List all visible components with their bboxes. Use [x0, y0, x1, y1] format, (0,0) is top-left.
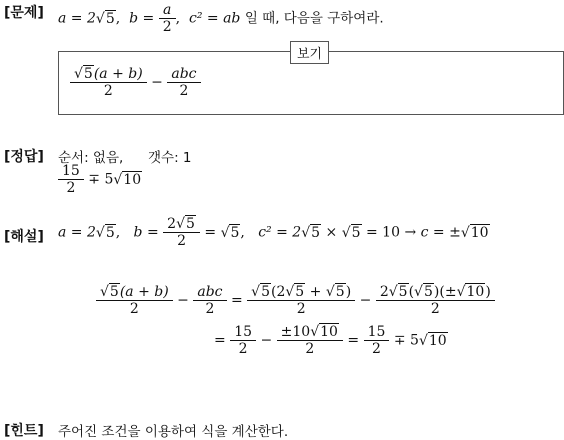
- condition-text: 일 때, 다음을 구하여라.: [244, 10, 384, 27]
- expr-fraction-1: $\frac{√5(a + b)}{2}$: [72, 66, 145, 99]
- answer-tag: [정답]: [4, 149, 44, 165]
- example-box-label: 보기: [290, 41, 329, 64]
- answer-value: $\frac{15}{2}$ ∓ 5√10: [58, 163, 142, 196]
- answer-order: 순서: 없음,: [58, 150, 124, 166]
- solution-tag: [해설]: [4, 229, 44, 245]
- expr-fraction-2: $\frac{\text{abc}}{2}$: [169, 66, 198, 99]
- answer-count: 갯수: 1: [148, 150, 192, 166]
- given-c: c² = ab: [188, 10, 241, 27]
- given-b-fraction: $\frac{a}{2}$: [161, 2, 174, 35]
- solution-line-2: $\frac{√5(a + b)}{2}$ − $\frac{\text{abc}}{2}$ = $\frac{√5(2√5 + √5)}{2}$ − $\frac{2√5(√5)(\pm√10)}{2}$: [96, 284, 495, 317]
- given-a: a = 2: [58, 10, 96, 27]
- example-expression: $\frac{√5(a + b)}{2}$ − $\frac{\text{abc}}{2}$: [70, 66, 201, 99]
- given-b-lhs: b =: [129, 10, 155, 27]
- solution-line-1: a = 2√5, b = $\frac{2√5}{2}$ = √5, c² = 2√5 × √5 = 10 → c = ±√10: [58, 216, 489, 250]
- sqrt-symbol: √5: [95, 10, 115, 27]
- hint-text: 주어진 조건을 이용하여 식을 계산한다.: [58, 424, 289, 440]
- problem-condition: a = 2√5, b = $\frac{a}{2}$ , c² = ab 일 때, 다음을 구하여라.: [58, 2, 384, 36]
- hint-tag: [힌트]: [4, 423, 44, 439]
- solution-line-3: = $\frac{15}{2}$ − $\frac{\pm 10√10}{2}$ = $\frac{15}{2}$ ∓ 5√10: [214, 324, 447, 358]
- problem-tag: [문제]: [4, 5, 44, 21]
